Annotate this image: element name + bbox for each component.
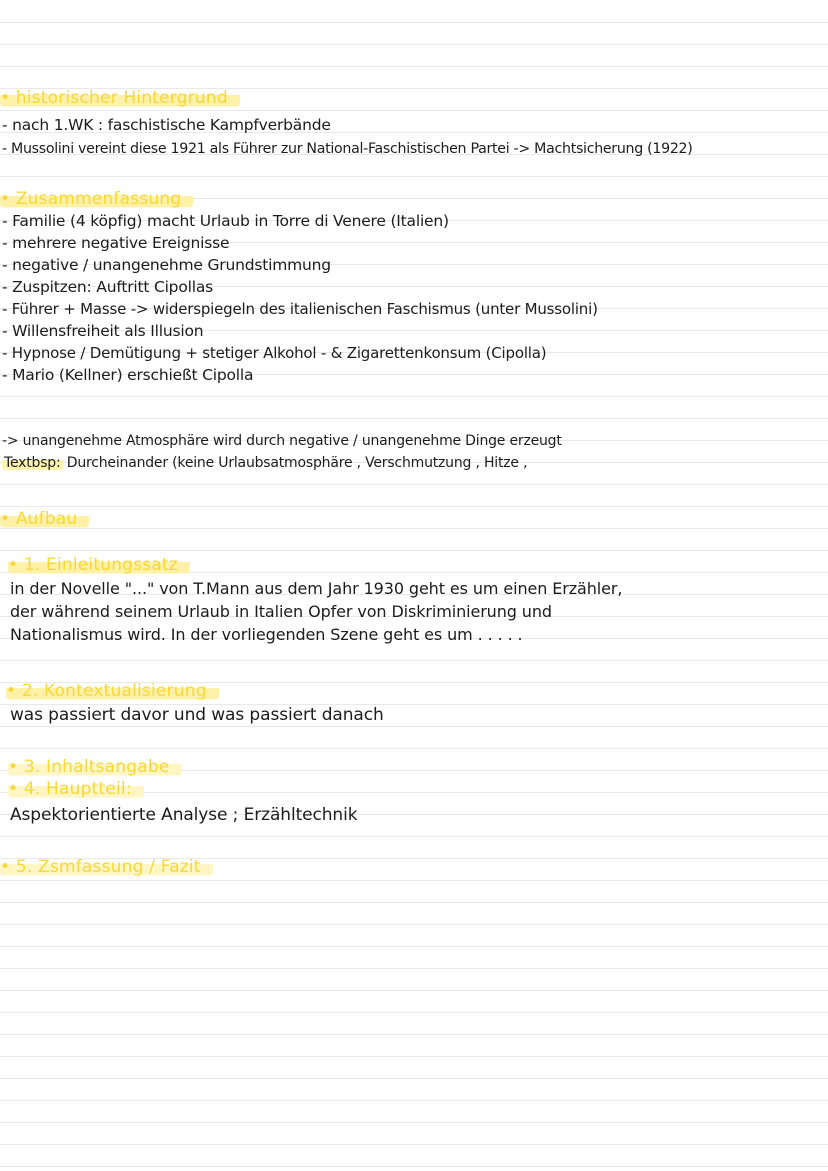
heading-historischer-hintergrund: • historischer Hintergrund [0,88,240,108]
heading-aufbau: • Aufbau [0,509,89,529]
einleitung-line-2: der während seinem Urlaub in Italien Opfer von Diskriminierung und [10,602,552,621]
einleitung-line-3: Nationalismus wird. In der vorliegenden Szene geht es um . . . . . [10,625,523,644]
zusammenfassung-line-5: - Führer + Masse -> widerspiegeln des italienischen Faschismus (unter Mussolini) [2,300,598,318]
zusammenfassung-line-6: - Willensfreiheit als Illusion [2,322,204,340]
textbeispiel-text: Durcheinander (keine Urlaubsatmosphäre , Verschmutzung , Hitze , [62,455,528,471]
hintergrund-line-2: - Mussolini vereint diese 1921 als Führer zur National-Faschistischen Partei -> Machtsicherung (1922) [2,141,693,157]
heading-kontextualisierung: • 2. Kontextualisierung [6,681,219,701]
heading-fazit: • 5. Zsmfassung / Fazit [0,857,213,877]
kontext-line: was passiert davor und was passiert danach [10,705,384,725]
zusammenfassung-line-8: - Mario (Kellner) erschießt Cipolla [2,366,254,384]
einleitung-line-1: in der Novelle "..." von T.Mann aus dem Jahr 1930 geht es um einen Erzähler, [10,579,623,598]
zusammenfassung-line-7: - Hypnose / Demütigung + stetiger Alkohol - & Zigarettenkonsum (Cipolla) [2,344,547,362]
hintergrund-line-1: - nach 1.WK : faschistische Kampfverbände [2,116,331,134]
hauptteil-line: Aspektorientierte Analyse ; Erzähltechnik [10,805,358,825]
heading-zusammenfassung: • Zusammenfassung [0,189,193,209]
textbeispiel-label: Textbsp: [4,455,61,471]
heading-inhaltsangabe: • 3. Inhaltsangabe [8,757,182,777]
heading-hauptteil: • 4. Hauptteil: [8,779,144,799]
atmosphaere-note: -> unangenehme Atmosphäre wird durch negative / unangenehme Dinge erzeugt [2,433,562,449]
textbeispiel-line [2,453,527,473]
zusammenfassung-line-4: - Zuspitzen: Auftritt Cipollas [2,278,213,296]
heading-einleitungssatz: • 1. Einleitungssatz [8,555,190,575]
zusammenfassung-line-3: - negative / unangenehme Grundstimmung [2,256,331,274]
zusammenfassung-line-1: - Familie (4 köpfig) macht Urlaub in Torre di Venere (Italien) [2,212,449,230]
zusammenfassung-line-2: - mehrere negative Ereignisse [2,234,230,252]
